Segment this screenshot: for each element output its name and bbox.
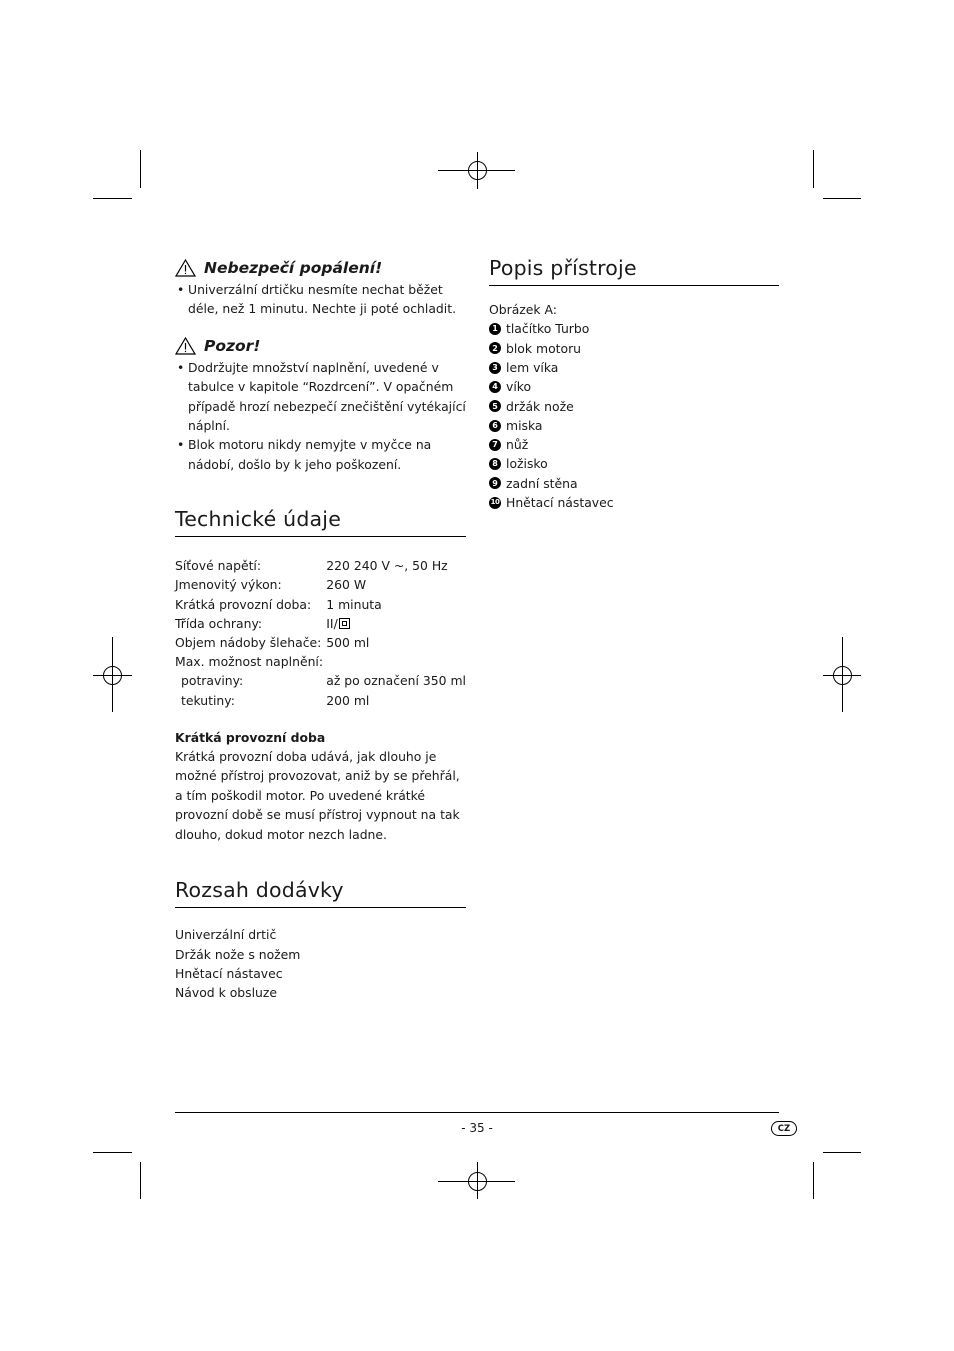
spec-label: Jmenovitý výkon: bbox=[175, 577, 282, 593]
list-item bbox=[489, 474, 779, 493]
technical-data-heading: Technické údaje bbox=[175, 506, 466, 537]
part-label: tlačítko Turbo bbox=[506, 321, 590, 337]
short-operation-subheading: Krátká provozní doba bbox=[175, 729, 326, 745]
part-number: 7 bbox=[489, 439, 501, 451]
spec-label: Třída ochrany: bbox=[175, 615, 263, 631]
table-row bbox=[175, 673, 466, 692]
part-label: zadní stěna bbox=[506, 475, 578, 491]
warning-triangle-icon bbox=[175, 337, 196, 355]
part-label: nůž bbox=[506, 437, 529, 453]
caution-warning bbox=[175, 336, 466, 474]
list-item: • Univerzální drtičku nesmíte nechat běžet déle, než 1 minutu. Nechte ji poté ochladit. bbox=[175, 280, 466, 319]
list-item bbox=[489, 377, 779, 396]
technical-data-table bbox=[175, 558, 466, 712]
delivery-list bbox=[175, 925, 466, 1003]
list-item bbox=[489, 493, 779, 512]
spec-value: 220 240 V ~, 50 Hz bbox=[326, 558, 448, 574]
spec-label: Objem nádoby šlehače: bbox=[175, 635, 322, 650]
spec-label: potraviny: bbox=[181, 673, 244, 689]
spec-value: 200 ml bbox=[326, 692, 370, 708]
parts-list bbox=[489, 319, 779, 512]
burn-warning-title: Nebezpečí popálení! bbox=[204, 259, 383, 277]
table-row bbox=[175, 635, 466, 654]
page-number: - 35 - bbox=[461, 1121, 493, 1135]
list-item bbox=[489, 416, 779, 435]
device-description-heading: Popis přístroje bbox=[489, 255, 779, 286]
list-item: • Blok motoru nikdy nemyjte v myčce na nádobí, došlo by k jeho poškození. bbox=[175, 435, 466, 474]
part-number: 8 bbox=[489, 458, 501, 470]
spec-value: 500 ml bbox=[326, 635, 370, 650]
caution-warning-title: Pozor! bbox=[204, 336, 261, 355]
part-label: lem víka bbox=[506, 360, 559, 375]
list-item bbox=[489, 358, 779, 377]
list-item bbox=[489, 435, 779, 454]
table-row bbox=[175, 654, 466, 673]
list-item bbox=[489, 454, 779, 473]
list-item: Hnětací nástavec bbox=[175, 966, 283, 982]
part-number: 4 bbox=[489, 381, 501, 393]
list-item bbox=[489, 339, 779, 358]
spec-value: II/ bbox=[326, 615, 338, 631]
part-number: 1 bbox=[489, 323, 501, 335]
spec-label: tekutiny: bbox=[181, 692, 235, 708]
delivery-heading: Rozsah dodávky bbox=[175, 877, 466, 908]
table-row bbox=[175, 577, 466, 596]
list-item bbox=[489, 319, 779, 338]
left-column bbox=[175, 258, 466, 1003]
part-number: 6 bbox=[489, 420, 501, 432]
part-number: 5 bbox=[489, 400, 501, 412]
spec-label: Max. možnost naplnění: bbox=[175, 654, 324, 670]
part-label: víko bbox=[506, 379, 532, 395]
footer-rule bbox=[175, 1112, 779, 1113]
list-item bbox=[489, 397, 779, 416]
figure-label: Obrázek A: bbox=[489, 302, 557, 317]
burn-warning bbox=[175, 258, 466, 319]
list-item: Držák nože s nožem bbox=[175, 946, 301, 962]
part-number: 2 bbox=[489, 342, 501, 354]
spec-value: až po označení 350 ml bbox=[326, 673, 466, 689]
spec-value: 1 minuta bbox=[326, 596, 382, 612]
double-insulation-icon bbox=[339, 618, 350, 629]
part-label: blok motoru bbox=[506, 340, 582, 356]
part-label: Hnětací nástavec bbox=[506, 495, 614, 511]
list-item: Návod k obsluze bbox=[175, 985, 278, 1001]
part-number: 9 bbox=[489, 477, 501, 489]
part-label: ložisko bbox=[506, 456, 548, 472]
table-row bbox=[175, 616, 466, 635]
part-label: miska bbox=[506, 417, 543, 433]
table-row bbox=[175, 597, 466, 616]
short-operation-paragraph: Krátká provozní doba udává, jak dlouho je možné přístroj provozovat, aniž by se přehřál, a tím poškodil motor. Po uvedené krátké provozní době se musí přístroj vypnout na tak dlouho, dokud motor nezch ladne. bbox=[175, 748, 460, 842]
list-item: Univerzální drtič bbox=[175, 927, 277, 943]
spec-value: 260 W bbox=[326, 577, 367, 593]
table-row bbox=[175, 558, 466, 577]
warning-triangle-icon bbox=[175, 259, 196, 277]
part-label: držák nože bbox=[506, 398, 574, 414]
right-column bbox=[489, 255, 779, 512]
part-number: 10 bbox=[489, 497, 501, 509]
list-item: • Dodržujte množství naplnění, uvedené v tabulce v kapitole “Rozdrcení”. V opačném případě hrozí nebezpečí znečištění vytékající náplní. bbox=[175, 358, 466, 436]
table-row bbox=[175, 693, 466, 712]
spec-value bbox=[326, 654, 466, 673]
language-badge: CZ bbox=[771, 1121, 797, 1136]
part-number: 3 bbox=[489, 362, 501, 374]
spec-label: Krátká provozní doba: bbox=[175, 596, 312, 612]
spec-label: Síťové napětí: bbox=[175, 558, 262, 574]
